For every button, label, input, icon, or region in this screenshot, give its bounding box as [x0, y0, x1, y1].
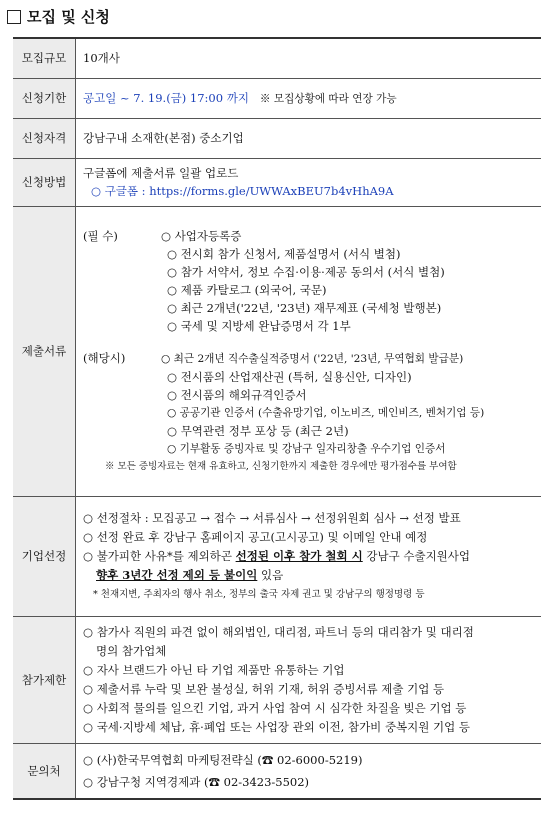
- doc-optional-item: ○ 전시품의 산업재산권 (특허, 실용신안, 디자인): [167, 369, 412, 384]
- label-method: 신청방법: [13, 158, 76, 206]
- label-period: 신청기한: [13, 78, 76, 118]
- row-qualification: [13, 118, 541, 158]
- deadline-date: 공고일 ~ 7. 19.(금) 17:00 까지: [83, 90, 249, 105]
- optional-heading: (해당시): [83, 350, 126, 365]
- value-scale: 10개사: [76, 38, 542, 78]
- doc-optional-item: ○ 기부활동 증빙자료 및 강남구 일자리창출 우수기업 인증서: [167, 442, 446, 455]
- selection-text: ○ 불가피한 사유*를 제외하곤: [83, 548, 236, 563]
- row-contact: [13, 743, 541, 799]
- label-scale: 모집규모: [13, 38, 76, 78]
- value-selection: [76, 496, 542, 616]
- doc-required-item: ○ 최근 2개년('22년, '23년) 재무제표 (국세청 발행본): [167, 300, 442, 315]
- row-documents: [13, 206, 541, 496]
- doc-required-first: [83, 227, 535, 245]
- doc-required-item: ○ 제품 카탈로그 (외국어, 국문): [167, 282, 327, 297]
- value-contact: [76, 743, 542, 799]
- google-form-link[interactable]: ○ 구글폼 : https://forms.gle/UWWAxBEU7b4vHhA9A: [91, 184, 394, 198]
- row-selection: [13, 496, 541, 616]
- recruitment-table: [13, 37, 541, 800]
- row-method: [13, 158, 541, 206]
- restriction-item: 명의 참가업체: [96, 643, 167, 658]
- doc-optional-item: ○ 공공기관 인증서 (수출유망기업, 이노비즈, 메인비즈, 벤처기업 등): [167, 406, 485, 419]
- required-heading: (필 수): [83, 228, 118, 243]
- selection-text: 강남구 수출지원사업: [362, 548, 471, 563]
- doc-required-item: ○ 사업자등록증: [161, 228, 242, 243]
- label-contact: 문의처: [13, 743, 76, 799]
- label-documents: 제출서류: [13, 206, 76, 496]
- selection-line: [83, 566, 535, 585]
- contact-gangnam: ○ 강남구청 지역경제과 (☎ 02-3423-5502): [83, 774, 310, 789]
- doc-optional-item: ○ 최근 2개년 직수출실적증명서 ('22년, '23년, 무역협회 발급분): [161, 352, 464, 365]
- doc-required-item: ○ 전시회 참가 신청서, 제품설명서 (서식 별첨): [167, 246, 401, 261]
- doc-optional-item: ○ 무역관련 정부 포상 등 (최근 2년): [167, 423, 349, 438]
- section-title: [7, 6, 110, 27]
- selection-footnote: * 천재지변, 주최자의 행사 취소, 정부의 출국 자제 권고 및 강남구의 행정명령 등: [93, 588, 425, 600]
- doc-required-item: ○ 국세 및 지방세 완납증명서 각 1부: [167, 318, 351, 333]
- restriction-item: ○ 참가사 직원의 파견 없이 해외법인, 대리점, 파트너 등의 대리참가 및 대리점: [83, 624, 474, 639]
- value-period: [76, 78, 542, 118]
- doc-optional-first: [83, 349, 535, 368]
- deadline-note: ※ 모집상황에 따라 연장 가능: [259, 92, 397, 105]
- value-documents: [76, 206, 542, 496]
- restriction-item: ○ 사회적 물의를 일으킨 기업, 과거 사업 참여 시 심각한 차질을 빚은 기업 등: [83, 700, 467, 715]
- withdrawal-warning: 선정된 이후 참가 철회 시: [235, 548, 363, 563]
- row-scale: [13, 38, 541, 78]
- label-restriction: 참가제한: [13, 616, 76, 743]
- section-title-text: 모집 및 신청: [27, 8, 110, 26]
- doc-optional-item: ○ 전시품의 해외규격인증서: [167, 387, 307, 402]
- method-text: 구글폼에 제출서류 일괄 업로드: [83, 166, 239, 180]
- value-qualification: 강남구내 소재한(본점) 중소기업: [76, 118, 542, 158]
- value-restriction: [76, 616, 542, 743]
- label-selection: 기업선정: [13, 496, 76, 616]
- doc-required-item: ○ 참가 서약서, 정보 수집·이용·제공 동의서 (서식 별첨): [167, 264, 445, 279]
- selection-text: 있음: [257, 567, 284, 582]
- row-restriction: [13, 616, 541, 743]
- selection-line: [83, 547, 535, 566]
- label-qualification: 신청자격: [13, 118, 76, 158]
- selection-line: ○ 선정절차 : 모집공고 → 접수 → 서류심사 → 선정위원회 심사 → 선정 발표: [83, 510, 461, 525]
- value-method: [76, 158, 542, 206]
- checkbox-square-icon: [7, 10, 21, 24]
- row-period: [13, 78, 541, 118]
- restriction-item: ○ 국세·지방세 체납, 휴·폐업 또는 사업장 관외 이전, 참가비 중복지원 기업 등: [83, 719, 471, 734]
- selection-line: ○ 선정 완료 후 강남구 홈페이지 공고(고시공고) 및 이메일 안내 예정: [83, 529, 428, 544]
- documents-footnote: ※ 모든 증빙자료는 현재 유효하고, 신청기한까지 제출한 경우에만 평가점수를 부여함: [105, 460, 457, 472]
- restriction-item: ○ 자사 브랜드가 아닌 타 기업 제품만 유통하는 기업: [83, 662, 345, 677]
- contact-kita: ○ (사)한국무역협회 마케팅전략실 (☎ 02-6000-5219): [83, 752, 363, 767]
- restriction-item: ○ 제출서류 누락 및 보완 불성실, 허위 기재, 허위 증빙서류 제출 기업 등: [83, 681, 445, 696]
- penalty-warning: 향후 3년간 선정 제외 등 불이익: [96, 567, 258, 582]
